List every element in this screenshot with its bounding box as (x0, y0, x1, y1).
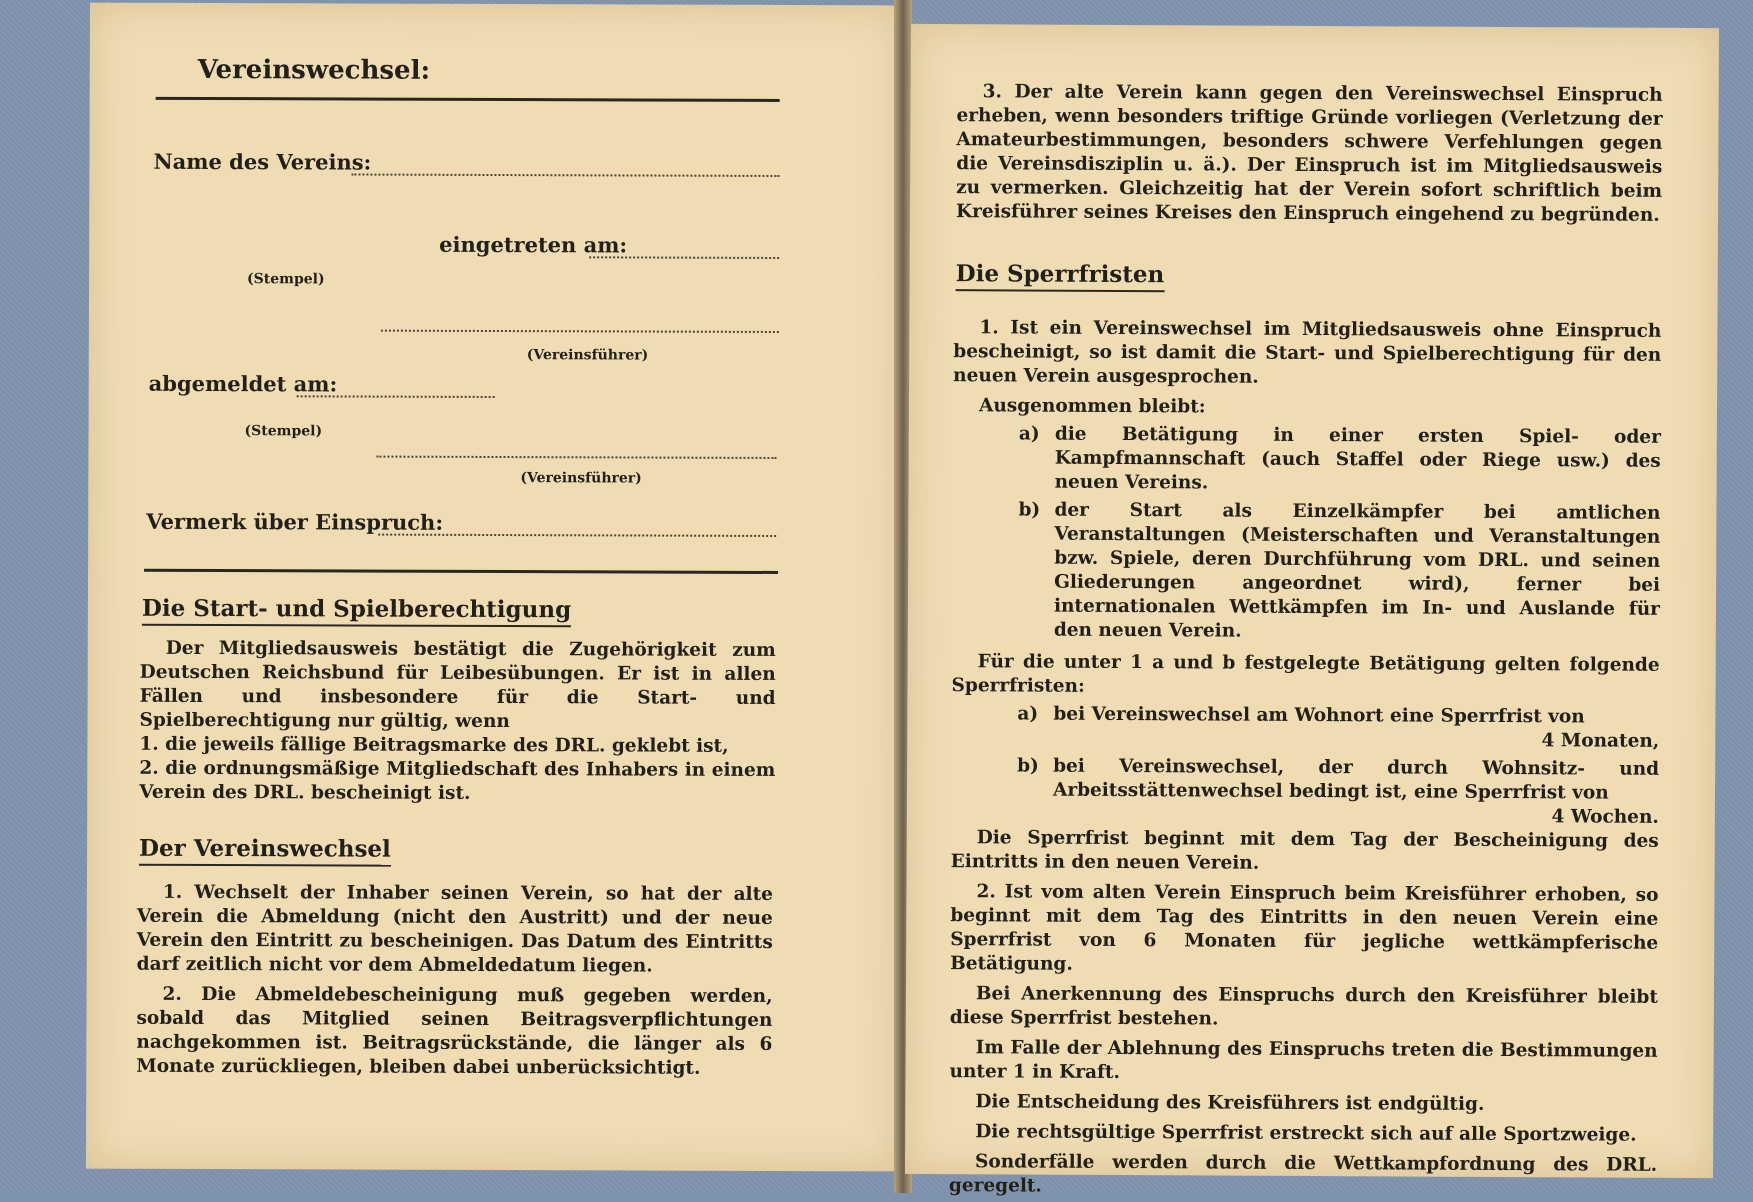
sperrfrist-b (1017, 754, 1659, 829)
leader-signature-line (381, 330, 779, 333)
sperrfristen-intro: Für die unter 1 a und b festgelegte Betätigung gelten folgende Sperrfristen: (951, 651, 1660, 697)
exception-b (1018, 498, 1661, 645)
sperr-section-heading: Die Sperrfristen (956, 260, 1165, 292)
deregistered-line (297, 395, 495, 398)
exception-b-text: der Start als Einzelkämpfer bei amtlichen Veranstaltungen (Meisterschaften und Veranstaltungen bzw. Spiele, deren Durchführung vom DRL. und seinen Gliederungen angeordnet wird), ferner bei internationalen Wettkämpfen im In- und Auslande für den neuen Verein. (1053, 499, 1661, 642)
section-rule (144, 569, 778, 574)
change-section-body (136, 881, 773, 1081)
sperrfrist-b-text (1053, 755, 1659, 830)
sperr-section-body (949, 316, 1662, 1202)
rejection-paragraph: Im Falle der Ablehnung des Einspruchs treten die Bestimmungen unter 1 in Kraft. (949, 1037, 1658, 1084)
recognition-paragraph: Bei Anerkennung des Einspruchs durch den Kreisführer bleibt diese Sperrfrist bestehen. (949, 983, 1658, 1030)
title-rule (156, 97, 780, 102)
sperr-paragraph-1: 1. Ist ein Vereinswechsel im Mitgliedsausweis ohne Einspruch bescheinigt, so ist damit die Start- und Spielberechtigung für den neuen Verein ausgesprochen. (953, 317, 1662, 388)
sperr-section-title (956, 260, 1165, 288)
begin-paragraph: Die Sperrfrist beginnt mit dem Tag der Bescheinigung des Eintritts in den neuen Verein. (950, 827, 1659, 874)
leader-signature-line (376, 456, 776, 459)
sperrfrist-a-desc: bei Vereinswechsel am Wohnort eine Sperrfrist von (1053, 703, 1585, 728)
right-page (905, 24, 1719, 1197)
final-line-3: Sonderfälle werden durch die Wettkampfordnung des DRL. geregelt. (948, 1151, 1658, 1197)
deregistered-label: abgemeldet am: (148, 370, 338, 397)
exception-a-marker: a) (1018, 423, 1040, 445)
stamp-label: (Stempel) (247, 271, 325, 288)
sperrfrist-a-text (1053, 703, 1659, 754)
exception-a-text: die Betätigung in einer ersten Spiel- oder Kampfmannschaft (auch Staffel oder Riege usw.) des neuen Vereins. (1054, 423, 1661, 494)
exception-a (1019, 422, 1661, 497)
left-page (86, 3, 902, 1172)
joined-label: eingetreten am: (439, 231, 628, 258)
change-section-heading: Der Vereinswechsel (139, 835, 391, 867)
start-section-title (142, 595, 571, 623)
objection-rule-paragraph (956, 80, 1663, 228)
change-paragraph-2: 2. Die Abmeldebescheinigung muß gegeben werden, sobald das Mitglied seinen Beitragsverpflichtungen nachgekommen ist. Beitragsrückstände, die länger als 6 Monate zurückliegen, bleiben dabei unberücksichtigt. (136, 983, 773, 1079)
sperrfrist-b-value: 4 Wochen. (1551, 806, 1659, 828)
start-item-1: 1. die jeweils fällige Beitragsmarke des DRL. geklebt ist, (139, 733, 729, 757)
leader-label: (Vereinsführer) (526, 347, 649, 364)
joined-line (589, 256, 779, 259)
final-line-2: Die rechtsgültige Sperrfrist erstreckt sich auf alle Sportzweige. (975, 1121, 1637, 1146)
sperrfrist-a (1017, 702, 1659, 753)
objection-label: Vermerk über Einspruch: (146, 508, 444, 535)
change-paragraph-1: 1. Wechselt der Inhaber seinen Verein, so hat der alte Verein die Abmeldung (nicht den Austritt) und der neue Verein den Eintritt zu bescheinigen. Das Datum des Eintritts darf zeitlich nicht vor dem Abmeldedatum liegen. (136, 881, 773, 977)
excepted-label: Ausgenommen bleibt: (978, 395, 1206, 418)
change-section-title (139, 835, 391, 863)
objection-line (378, 534, 776, 537)
leader-label: (Vereinsführer) (520, 470, 642, 487)
start-item-2: 2. die ordnungsmäßige Mitgliedschaft des Inhabers in einem Verein des DRL. bescheinigt ist. (139, 757, 776, 804)
final-line-1: Die Entscheidung des Kreisführers ist endgültig. (975, 1091, 1485, 1115)
start-section-body (139, 637, 776, 807)
sperrfrist-b-desc: bei Vereinswechsel, der durch Wohnsitz- und Arbeitsstättenwechsel bedingt ist, eine Sperrfrist von (1052, 755, 1660, 804)
sperrfrist-a-marker: a) (1017, 703, 1039, 725)
exception-b-marker: b) (1018, 499, 1041, 521)
stamp-label: (Stempel) (244, 423, 323, 440)
club-name-label: Name des Vereins: (153, 148, 372, 175)
club-name-line (351, 173, 779, 176)
paragraph-2: 2. Ist vom alten Verein Einspruch beim Kreisführer erhoben, so beginnt mit dem Tag des Eintritts in den neuen Verein eine Sperrfrist von 6 Monaten für jegliche wettkämpferische Betätigung. (950, 881, 1659, 975)
sperrfrist-b-marker: b) (1017, 755, 1039, 777)
start-section-heading: Die Start- und Spielberechtigung (142, 595, 571, 627)
paragraph-3: 3. Der alte Verein kann gegen den Vereinswechsel Einspruch erheben, wenn besonders triftige Gründe vorliegen (Verletzung der Amateurbestimmungen, besonders schwere Verfehlungen gegen die Vereinsdisziplin u. ä.). Der Einspruch ist im Mitgliedsausweis zu vermerken. Gleichzeitig hat der Verein sofort schriftlich beim Kreisführer seines Kreises den Einspruch eingehend zu begründen. (955, 81, 1663, 226)
start-paragraph: Der Mitgliedsausweis bestätigt die Zugehörigkeit zum Deutschen Reichsbund für Leibesübungen. Er ist in allen Fällen und insbesondere für die Start- und Spielberechtigung nur gültig, wenn (139, 637, 776, 733)
sperrfrist-a-value: 4 Monaten, (1541, 730, 1660, 752)
page-title: Vereinswechsel: (197, 54, 431, 86)
